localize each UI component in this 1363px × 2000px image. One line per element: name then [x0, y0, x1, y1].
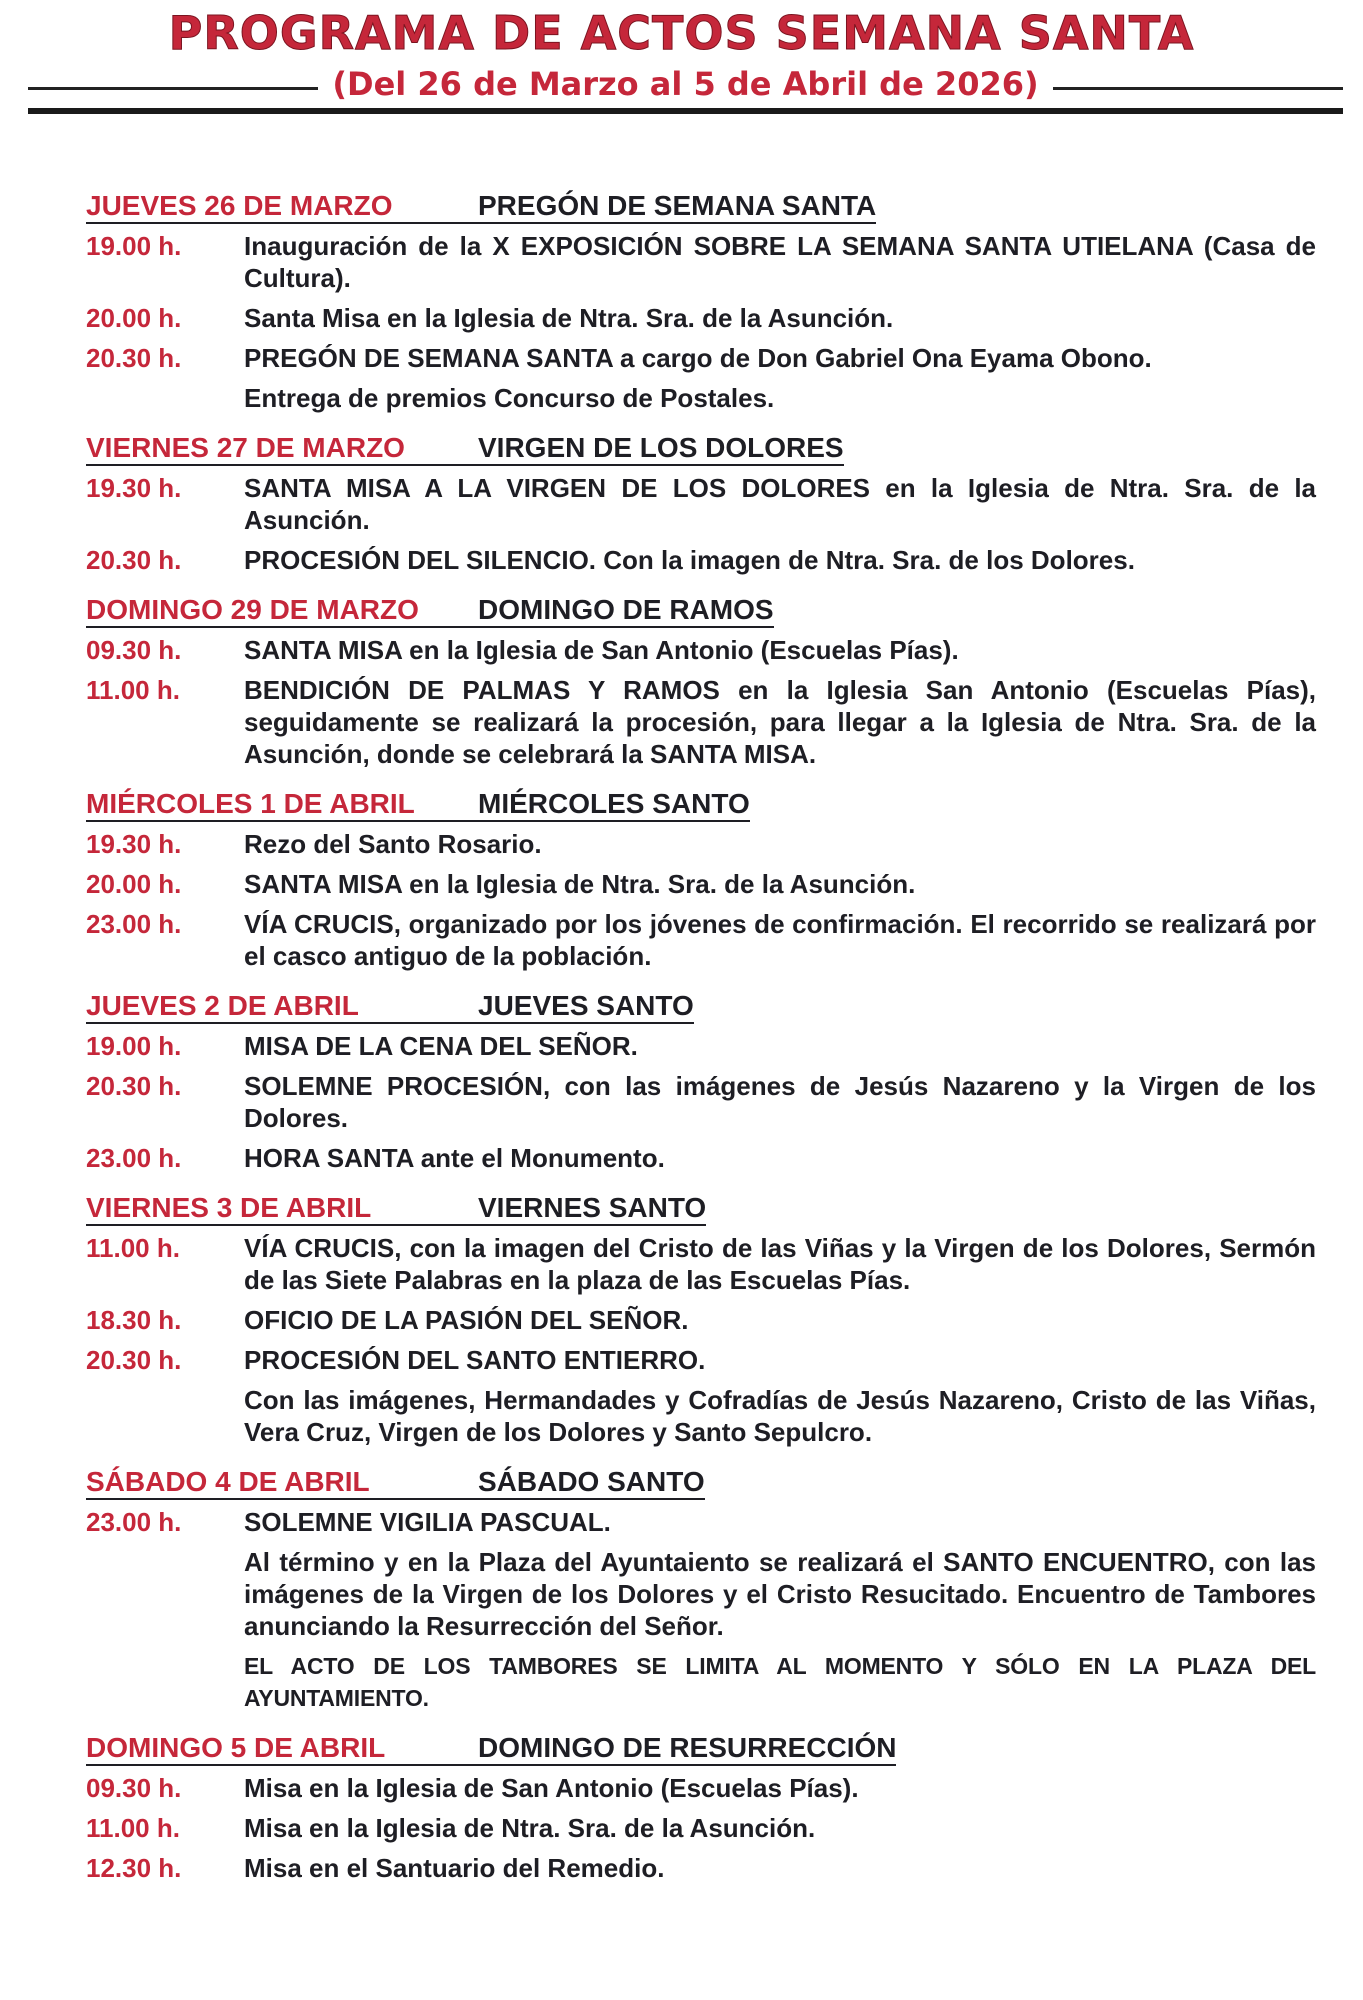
event-row	[86, 230, 1348, 294]
event-time: 20.30 h.	[86, 545, 182, 575]
page-subtitle: (Del 26 de Marzo al 5 de Abril de 2026)	[332, 65, 1039, 103]
event-time: 19.00 h.	[86, 231, 182, 261]
event-row	[86, 1812, 1348, 1844]
subtitle-rule-left	[28, 87, 318, 90]
day-title: SÁBADO SANTO	[478, 1466, 705, 1500]
event-time: 11.00 h.	[86, 675, 180, 705]
event-description: Inauguración de la X EXPOSICIÓN SOBRE LA SEMANA SANTA UTIELANA (Casa de Cultura).	[244, 231, 1316, 293]
event-row	[86, 1506, 1348, 1538]
event-row	[86, 1304, 1348, 1336]
day-date: JUEVES 2 DE ABRIL	[86, 990, 478, 1024]
subtitle-rule-right	[1053, 87, 1343, 90]
event-row	[86, 342, 1348, 374]
event-time: 11.00 h.	[86, 1813, 180, 1843]
event-description: BENDICIÓN DE PALMAS Y RAMOS en la Iglesia San Antonio (Escuelas Pías), seguidamente se realizará la procesión, para llegar a la Iglesia de Ntra. Sra. de la Asunción, donde se celebrará la SANTA MISA.	[244, 675, 1316, 769]
event-row	[86, 674, 1348, 770]
event-description: VÍA CRUCIS, con la imagen del Cristo de las Viñas y la Virgen de los Dolores, Sermón de las Siete Palabras en la plaza de las Escuelas Pías.	[244, 1233, 1316, 1295]
event-row	[86, 908, 1348, 972]
event-row	[86, 1344, 1348, 1376]
event-row	[86, 1142, 1348, 1174]
event-time: 09.30 h.	[86, 635, 182, 665]
day-header	[86, 590, 1348, 628]
event-description: SANTA MISA en la Iglesia de San Antonio (Escuelas Pías).	[244, 635, 959, 665]
event-time: 23.00 h.	[86, 1507, 182, 1537]
event-row	[86, 472, 1348, 536]
event-time: 09.30 h.	[86, 1773, 182, 1803]
page-title: PROGRAMA DE ACTOS SEMANA SANTA	[168, 6, 1195, 60]
event-note-warning: EL ACTO DE LOS TAMBORES SE LIMITA AL MOMENTO Y SÓLO EN LA PLAZA DEL AYUNTAMIENTO.	[244, 1653, 1316, 1711]
event-description: HORA SANTA ante el Monumento.	[244, 1143, 665, 1173]
event-row	[86, 1070, 1348, 1134]
day-title: VIERNES SANTO	[478, 1192, 706, 1226]
event-time: 20.00 h.	[86, 303, 182, 333]
day-header	[86, 1728, 1348, 1766]
event-row	[86, 1852, 1348, 1884]
event-description: Santa Misa en la Iglesia de Ntra. Sra. de la Asunción.	[244, 303, 894, 333]
event-description: MISA DE LA CENA DEL SEÑOR.	[244, 1031, 638, 1061]
day-section	[86, 784, 1348, 972]
event-note: Al término y en la Plaza del Ayuntaiento se realizará el SANTO ENCUENTRO, con las imágenes de la Virgen de los Dolores y el Cristo Resucitado. Encuentro de Tambores anunciando la Resurrección del Señor.	[244, 1547, 1316, 1641]
event-time: 19.30 h.	[86, 473, 182, 503]
event-time: 20.30 h.	[86, 343, 182, 373]
event-row	[86, 1772, 1348, 1804]
day-section	[86, 986, 1348, 1174]
event-description: Misa en la Iglesia de Ntra. Sra. de la Asunción.	[244, 1813, 816, 1843]
day-section	[86, 1728, 1348, 1884]
event-time: 20.30 h.	[86, 1071, 182, 1101]
day-title: JUEVES SANTO	[478, 990, 694, 1024]
event-time: 18.30 h.	[86, 1305, 182, 1335]
event-description: PROCESIÓN DEL SILENCIO. Con la imagen de Ntra. Sra. de los Dolores.	[244, 545, 1135, 575]
day-title: PREGÓN DE SEMANA SANTA	[478, 190, 876, 224]
day-header	[86, 986, 1348, 1024]
event-description: Misa en el Santuario del Remedio.	[244, 1853, 665, 1883]
event-description: PREGÓN DE SEMANA SANTA a cargo de Don Gabriel Ona Eyama Obono.	[244, 343, 1152, 373]
day-date: JUEVES 26 DE MARZO	[86, 190, 478, 224]
event-row	[86, 544, 1348, 576]
event-description: SOLEMNE VIGILIA PASCUAL.	[244, 1507, 611, 1537]
event-note: Entrega de premios Concurso de Postales.	[244, 383, 775, 413]
day-title: DOMINGO DE RESURRECCIÓN	[478, 1732, 896, 1766]
header-divider	[28, 108, 1343, 114]
day-section	[86, 186, 1348, 414]
day-title: DOMINGO DE RAMOS	[478, 594, 774, 628]
program-list	[86, 186, 1348, 1898]
event-time: 23.00 h.	[86, 1143, 182, 1173]
day-header	[86, 784, 1348, 822]
event-time: 20.00 h.	[86, 869, 182, 899]
day-title: VIRGEN DE LOS DOLORES	[478, 432, 844, 466]
event-time: 12.30 h.	[86, 1853, 182, 1883]
event-row	[86, 302, 1348, 334]
day-section	[86, 590, 1348, 770]
subtitle-row	[28, 62, 1343, 106]
event-time: 19.30 h.	[86, 829, 182, 859]
event-row	[86, 634, 1348, 666]
event-row	[86, 1030, 1348, 1062]
day-date: DOMINGO 5 DE ABRIL	[86, 1732, 478, 1766]
event-time: 11.00 h.	[86, 1233, 180, 1263]
event-description: SANTA MISA en la Iglesia de Ntra. Sra. de la Asunción.	[244, 869, 916, 899]
day-header	[86, 186, 1348, 224]
day-date: VIERNES 3 DE ABRIL	[86, 1192, 478, 1226]
day-date: MIÉRCOLES 1 DE ABRIL	[86, 788, 478, 822]
day-header	[86, 428, 1348, 466]
day-header	[86, 1462, 1348, 1500]
day-title: MIÉRCOLES SANTO	[478, 788, 750, 822]
day-date: DOMINGO 29 DE MARZO	[86, 594, 478, 628]
day-header	[86, 1188, 1348, 1226]
event-description: OFICIO DE LA PASIÓN DEL SEÑOR.	[244, 1305, 689, 1335]
event-description: Rezo del Santo Rosario.	[244, 829, 542, 859]
event-note: Con las imágenes, Hermandades y Cofradías de Jesús Nazareno, Cristo de las Viñas, Vera Cruz, Virgen de los Dolores y Santo Sepulcro.	[244, 1385, 1316, 1447]
event-row	[86, 868, 1348, 900]
event-description: SANTA MISA A LA VIRGEN DE LOS DOLORES en la Iglesia de Ntra. Sra. de la Asunción.	[244, 473, 1316, 535]
day-section	[86, 1188, 1348, 1448]
day-date: VIERNES 27 DE MARZO	[86, 432, 478, 466]
event-row	[86, 828, 1348, 860]
event-description: SOLEMNE PROCESIÓN, con las imágenes de Jesús Nazareno y la Virgen de los Dolores.	[244, 1071, 1316, 1133]
event-time: 19.00 h.	[86, 1031, 182, 1061]
event-description: Misa en la Iglesia de San Antonio (Escuelas Pías).	[244, 1773, 859, 1803]
day-date: SÁBADO 4 DE ABRIL	[86, 1466, 478, 1500]
event-description: VÍA CRUCIS, organizado por los jóvenes de confirmación. El recorrido se realizará por el casco antiguo de la población.	[244, 909, 1316, 971]
day-section	[86, 1462, 1348, 1714]
event-time: 23.00 h.	[86, 909, 182, 939]
event-description: PROCESIÓN DEL SANTO ENTIERRO.	[244, 1345, 706, 1375]
event-row	[86, 1232, 1348, 1296]
day-section	[86, 428, 1348, 576]
event-time: 20.30 h.	[86, 1345, 182, 1375]
